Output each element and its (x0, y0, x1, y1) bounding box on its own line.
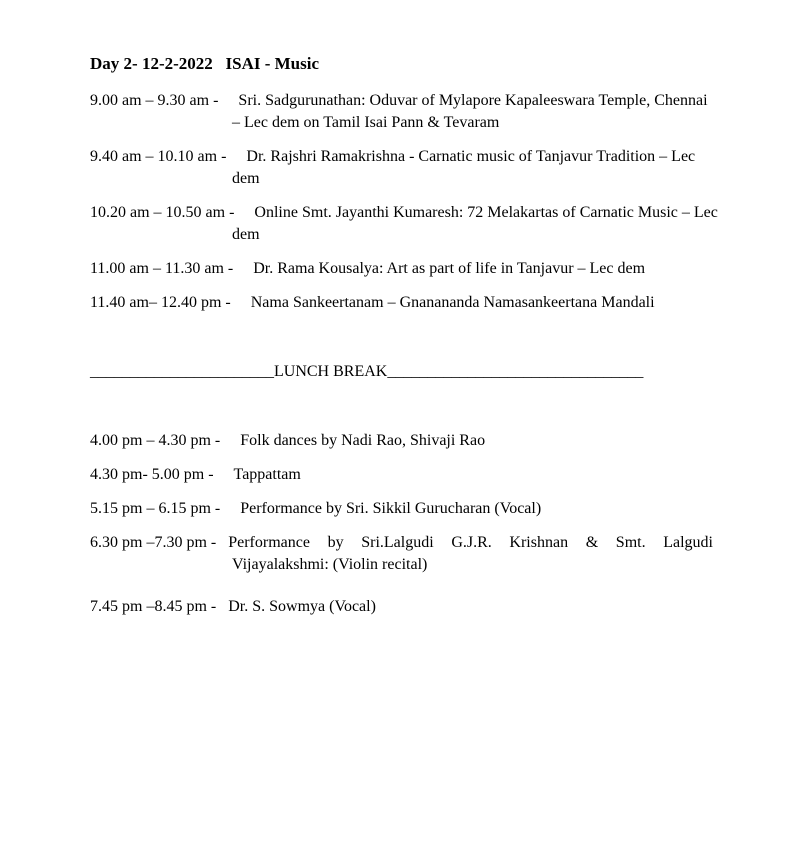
schedule-entry (90, 464, 713, 486)
session-description-line: Tappattam (233, 466, 301, 483)
schedule-entry (90, 90, 713, 134)
schedule-entry (90, 258, 713, 280)
time-description-gap (214, 464, 226, 486)
session-time: 7.45 pm –8.45 pm - (90, 598, 217, 615)
session-description-line: Vijayalakshmi: (Violin recital) (232, 556, 428, 573)
document-title: Day 2- 12-2-2022 ISAI - Music (90, 54, 320, 73)
session-time: 11.00 am – 11.30 am - (90, 260, 234, 277)
session-description-line: Nama Sankeertanam – Gnanananda Namasankeertana Mandali (250, 294, 655, 311)
schedule-entry (90, 596, 713, 618)
session-time: 9.00 am – 9.30 am - (90, 92, 219, 109)
session-description-line: dem (232, 170, 260, 187)
time-description-gap (216, 532, 228, 554)
session-first-line (90, 90, 713, 112)
session-time: 10.20 am – 10.50 am - (90, 204, 235, 221)
session-description-line: Sri. Sadgurunathan: Oduvar of Mylapore Kapaleeswara Temple, Chennai (238, 92, 708, 109)
session-first-line (90, 146, 713, 168)
session-description-line: Folk dances by Nadi Rao, Shivaji Rao (240, 432, 486, 449)
morning-session-list (90, 90, 718, 314)
session-first-line (90, 596, 713, 618)
schedule-entry (90, 292, 713, 314)
lunch-break-divider (90, 361, 713, 383)
session-first-line (90, 430, 713, 452)
session-time: 6.30 pm –7.30 pm - (90, 534, 217, 551)
session-time: 11.40 am– 12.40 pm - (90, 294, 231, 311)
session-description-line: dem (232, 226, 260, 243)
lunch-underscores-left: _______________________ (90, 363, 274, 380)
schedule-entry (90, 498, 713, 520)
session-description-line: – Lec dem on Tamil Isai Pann & Tevaram (232, 114, 500, 131)
session-description-line: Dr. S. Sowmya (Vocal) (228, 598, 376, 615)
session-time: 4.30 pm- 5.00 pm - (90, 466, 214, 483)
schedule-entry (90, 430, 713, 452)
session-description-line: Online Smt. Jayanthi Kumaresh: 72 Melakartas of Carnatic Music – Lec (254, 204, 718, 221)
time-description-gap (233, 258, 245, 280)
time-description-gap (220, 498, 232, 520)
session-first-line (90, 464, 713, 486)
session-description-line: Performance by Sri.Lalgudi G.J.R. Krishnan & Smt. Lalgudi (228, 534, 713, 551)
schedule-entry (90, 202, 718, 246)
lunch-underscores-right: ________________________________ (387, 363, 644, 380)
session-description-line: Dr. Rama Kousalya: Art as part of life in Tanjavur – Lec dem (253, 260, 646, 277)
session-first-line (90, 532, 713, 554)
session-description-line: Performance by Sri. Sikkil Gurucharan (Vocal) (240, 500, 542, 517)
session-first-line (90, 498, 713, 520)
afternoon-session-list (90, 430, 713, 618)
time-description-gap (218, 90, 230, 112)
lunch-break-label: LUNCH BREAK (274, 363, 388, 380)
session-first-line (90, 292, 713, 314)
time-description-gap (226, 146, 238, 168)
session-first-line (90, 202, 718, 224)
schedule-entry (90, 532, 713, 576)
time-description-gap (231, 292, 243, 314)
session-time: 4.00 pm – 4.30 pm - (90, 432, 221, 449)
session-time: 9.40 am – 10.10 am - (90, 148, 227, 165)
session-time: 5.15 pm – 6.15 pm - (90, 500, 221, 517)
time-description-gap (216, 596, 228, 618)
session-description-line: Dr. Rajshri Ramakrishna - Carnatic music of Tanjavur Tradition – Lec (246, 148, 696, 165)
time-description-gap (220, 430, 232, 452)
schedule-entry (90, 146, 713, 190)
session-first-line (90, 258, 713, 280)
time-description-gap (234, 202, 246, 224)
